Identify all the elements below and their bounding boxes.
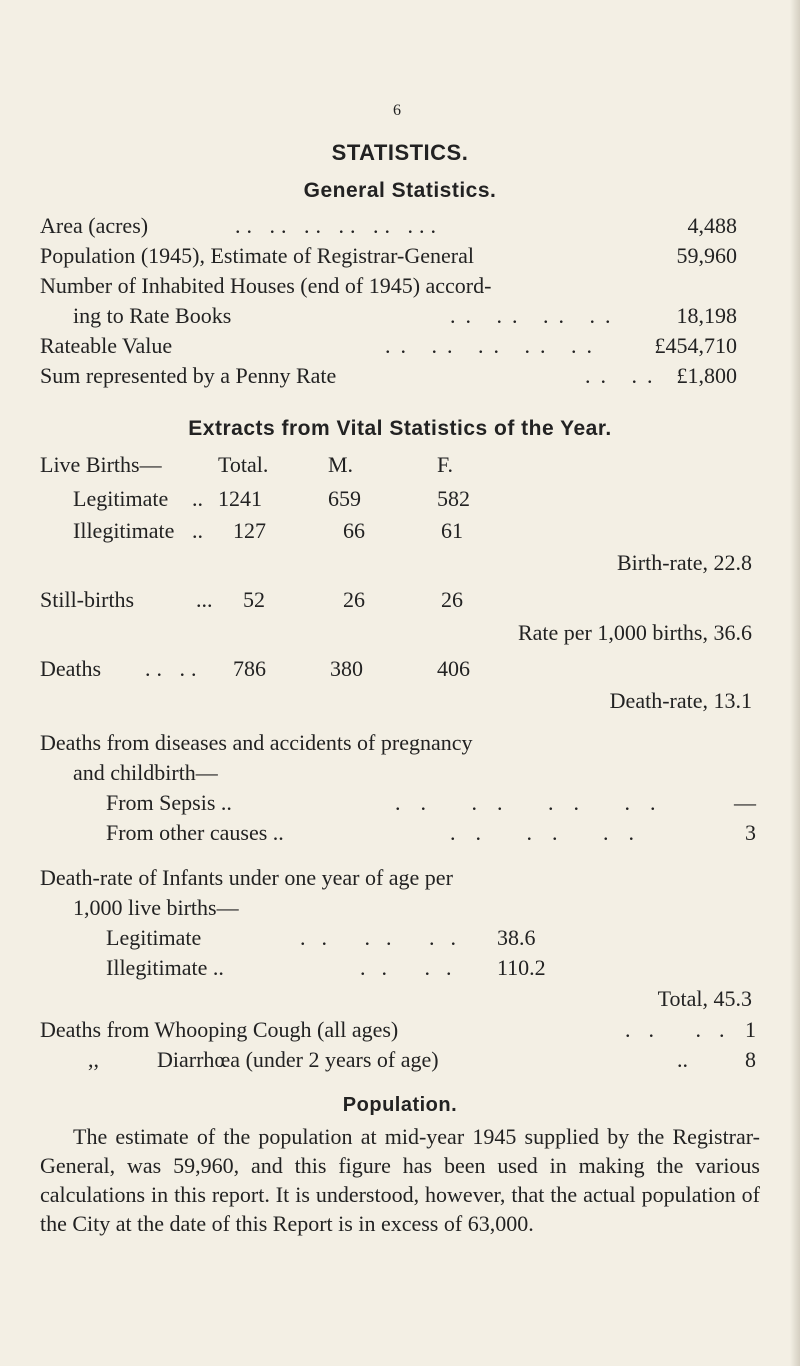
- legitimate-births-f: 582: [437, 486, 470, 511]
- legitimate-births-m: 659: [328, 486, 361, 511]
- diarrhoea-ditto-mark: ,,: [88, 1047, 99, 1072]
- page-edge-shadow: [790, 0, 800, 1366]
- infant-total-rate: Total, 45.3: [657, 986, 752, 1011]
- illegitimate-births-dots: ..: [192, 518, 203, 543]
- deaths-label: Deaths: [40, 656, 102, 681]
- illegitimate-births-label: Illegitimate: [73, 518, 175, 543]
- population-paragraph: The estimate of the population at mid-year 1945 supplied by the Registrar-General, was 59,960, and this figure has been used in making the various calculations in this report. It is understood, however, that the actual population of the City at the date of this Report is in excess of 63,000.: [40, 1124, 760, 1236]
- column-total-header: Total.: [218, 452, 269, 477]
- general-statistics-heading: General Statistics.: [303, 179, 497, 202]
- penny-rate-value: £1,800: [676, 363, 737, 388]
- population-value: 59,960: [676, 243, 737, 268]
- area-dots: .. .. .. .. .. ...: [235, 213, 442, 238]
- infant-legitimate-value: 38.6: [497, 925, 536, 950]
- diarrhoea-label: Diarrhœa (under 2 years of age): [157, 1047, 439, 1072]
- deaths-dots: .. ..: [145, 656, 203, 681]
- penny-rate-dots: .. ..: [585, 363, 663, 388]
- vital-statistics-heading: Extracts from Vital Statistics of the Year.: [188, 417, 612, 440]
- other-causes-label: From other causes ..: [106, 820, 284, 845]
- infant-death-rate-line1: Death-rate of Infants under one year of age per: [40, 865, 453, 890]
- live-births-label: Live Births—: [40, 452, 162, 477]
- deaths-m: 380: [330, 656, 363, 681]
- legitimate-births-total: 1241: [218, 486, 262, 511]
- legitimate-births-dots: ..: [192, 486, 203, 511]
- rateable-dots: .. .. .. .. ..: [385, 333, 602, 358]
- infant-legitimate-label: Legitimate: [106, 925, 202, 950]
- other-causes-dots: .. .. ..: [450, 820, 654, 845]
- other-causes-value: 3: [745, 820, 756, 845]
- deaths-f: 406: [437, 656, 470, 681]
- whooping-cough-dots: .. ..: [625, 1017, 743, 1042]
- column-f-header: F.: [437, 452, 453, 477]
- still-births-label: Still-births: [40, 587, 135, 612]
- infant-illegitimate-value: 110.2: [497, 955, 546, 980]
- pregnancy-deaths-line1: Deaths from diseases and accidents of pregnancy: [40, 730, 473, 755]
- still-births-f: 26: [441, 587, 463, 612]
- infant-legitimate-dots: .. .. ..: [300, 925, 472, 950]
- population-label: Population (1945), Estimate of Registrar-General: [40, 243, 474, 268]
- sepsis-value: —: [734, 790, 756, 815]
- death-rate: Death-rate, 13.1: [609, 688, 752, 713]
- still-births-total: 52: [243, 587, 265, 612]
- diarrhoea-value: 8: [745, 1047, 756, 1072]
- area-value: 4,488: [687, 213, 737, 238]
- pregnancy-deaths-line2: and childbirth—: [73, 760, 218, 785]
- population-heading: Population.: [342, 1094, 458, 1116]
- birth-rate: Birth-rate, 22.8: [616, 550, 752, 575]
- column-m-header: M.: [328, 452, 354, 477]
- illegitimate-births-f: 61: [441, 518, 463, 543]
- page-number: 6: [393, 102, 401, 119]
- whooping-cough-label: Deaths from Whooping Cough (all ages): [40, 1017, 399, 1042]
- page-title: STATISTICS.: [331, 140, 469, 165]
- sepsis-label: From Sepsis ..: [106, 790, 232, 815]
- rateable-label: Rateable Value: [40, 333, 173, 358]
- infant-illegitimate-dots: .. ..: [360, 955, 468, 980]
- houses-label-line1: Number of Inhabited Houses (end of 1945) accord-: [40, 273, 492, 298]
- penny-rate-label: Sum represented by a Penny Rate: [40, 363, 337, 388]
- illegitimate-births-total: 127: [233, 518, 266, 543]
- houses-label-line2: ing to Rate Books: [73, 303, 232, 328]
- diarrhoea-dots: ..: [677, 1047, 688, 1072]
- still-births-m: 26: [343, 587, 365, 612]
- area-label: Area (acres): [40, 213, 149, 238]
- sepsis-dots: .. .. .. ..: [395, 790, 676, 815]
- still-births-dots: ...: [196, 587, 213, 612]
- illegitimate-births-m: 66: [343, 518, 365, 543]
- still-birth-rate: Rate per 1,000 births, 36.6: [517, 620, 752, 645]
- legitimate-births-label: Legitimate: [73, 486, 169, 511]
- deaths-total: 786: [233, 656, 266, 681]
- whooping-cough-value: 1: [745, 1017, 756, 1042]
- houses-value: 18,198: [676, 303, 737, 328]
- infant-illegitimate-label: Illegitimate ..: [106, 955, 224, 980]
- houses-dots: .. .. .. ..: [450, 303, 621, 328]
- rateable-value: £454,710: [654, 333, 737, 358]
- infant-death-rate-line2: 1,000 live births—: [73, 895, 239, 920]
